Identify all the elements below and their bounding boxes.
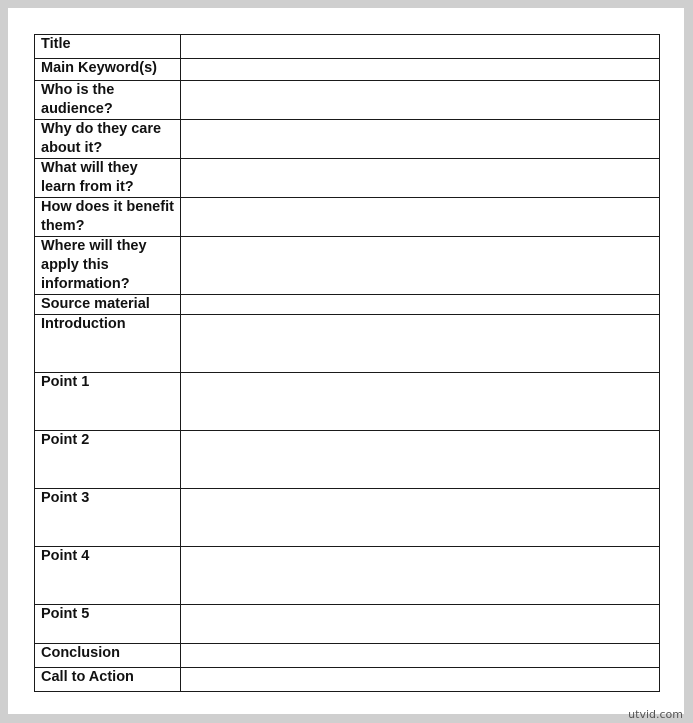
row-label: Point 1 <box>35 373 181 431</box>
row-value-cell <box>181 81 660 120</box>
table-row <box>35 489 660 547</box>
row-label: Conclusion <box>35 644 181 668</box>
content-outline-table <box>34 34 660 692</box>
table-row <box>35 668 660 692</box>
row-value-cell <box>181 59 660 81</box>
row-value-cell <box>181 35 660 59</box>
row-label: Point 2 <box>35 431 181 489</box>
table-row <box>35 59 660 81</box>
table-row <box>35 237 660 295</box>
row-label: Where will they apply this information? <box>35 237 181 295</box>
row-value-cell <box>181 547 660 605</box>
table-row <box>35 605 660 644</box>
row-value-cell <box>181 605 660 644</box>
row-value-cell <box>181 431 660 489</box>
row-label: How does it benefit them? <box>35 198 181 237</box>
row-label: Title <box>35 35 181 59</box>
table-row <box>35 81 660 120</box>
table-row <box>35 120 660 159</box>
row-label: Point 4 <box>35 547 181 605</box>
row-value-cell <box>181 668 660 692</box>
row-value-cell <box>181 373 660 431</box>
table-row <box>35 547 660 605</box>
table-row <box>35 35 660 59</box>
row-label: Point 5 <box>35 605 181 644</box>
row-label: Source material <box>35 295 181 315</box>
row-value-cell <box>181 644 660 668</box>
table-row <box>35 295 660 315</box>
row-value-cell <box>181 159 660 198</box>
watermark: utvid.com <box>628 708 683 721</box>
table-row <box>35 644 660 668</box>
table-row <box>35 198 660 237</box>
row-label: Call to Action <box>35 668 181 692</box>
table-row <box>35 373 660 431</box>
row-value-cell <box>181 120 660 159</box>
row-value-cell <box>181 295 660 315</box>
row-label: Point 3 <box>35 489 181 547</box>
table-row <box>35 431 660 489</box>
row-label: What will they learn from it? <box>35 159 181 198</box>
table-row <box>35 159 660 198</box>
row-value-cell <box>181 489 660 547</box>
table-row <box>35 315 660 373</box>
document-page <box>8 8 684 714</box>
row-label: Introduction <box>35 315 181 373</box>
row-label: Who is the audience? <box>35 81 181 120</box>
row-label: Main Keyword(s) <box>35 59 181 81</box>
row-value-cell <box>181 237 660 295</box>
row-label: Why do they care about it? <box>35 120 181 159</box>
row-value-cell <box>181 198 660 237</box>
row-value-cell <box>181 315 660 373</box>
